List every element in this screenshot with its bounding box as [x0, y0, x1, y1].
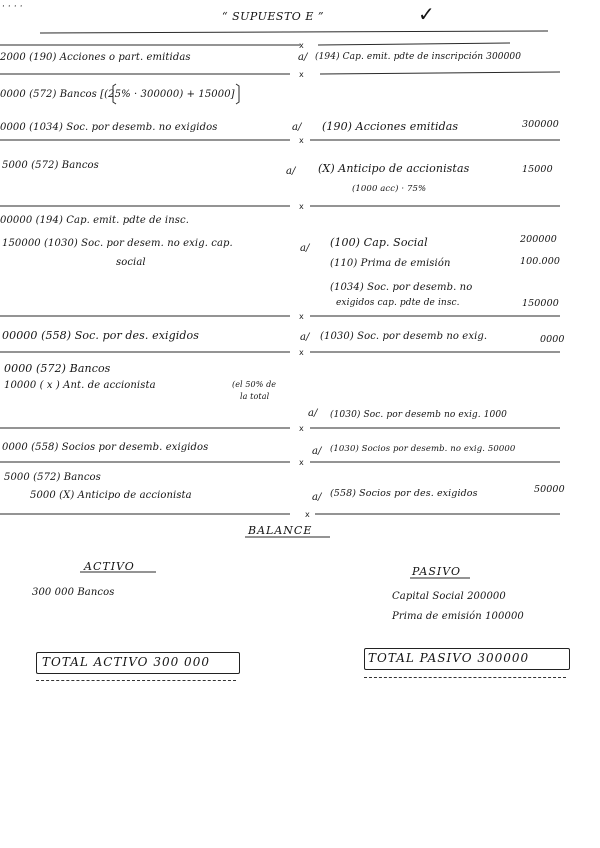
entry-9-debit-1: 5000 (572) Bancos: [4, 472, 101, 483]
entry-1-a: a/: [298, 52, 308, 63]
page-title: “ SUPUESTO E ”: [222, 10, 324, 23]
entry-9-amount: 50000: [534, 484, 565, 495]
entry-4-debit: 5000 (572) Bancos: [2, 160, 99, 171]
total-activo-underline: [36, 680, 236, 681]
entry-5-a: a/: [300, 243, 310, 254]
entry-4-amount: 15000: [522, 164, 553, 175]
entry-1-credit: (194) Cap. emit. pdte de inscripción 300000: [315, 52, 522, 62]
entry-6-credit: (1030) Soc. por desemb no exig.: [320, 331, 488, 342]
entry-5-debit-3: social: [116, 257, 146, 268]
svg-text:x: x: [299, 458, 304, 467]
entry-9-debit-2: 5000 (X) Anticipo de accionista: [30, 490, 192, 501]
activo-heading: ACTIVO: [84, 560, 135, 573]
svg-text:x: x: [305, 510, 310, 519]
entry-6-amount: 0000: [540, 334, 565, 345]
entry-3-debit: 0000 (1034) Soc. por desemb. no exigidos: [0, 122, 218, 133]
total-activo: TOTAL ACTIVO 300 000: [42, 655, 210, 669]
entry-9-credit: (558) Socios por des. exigidos: [330, 488, 478, 499]
entry-5-debit: 00000 (194) Cap. emit. pdte de insc.: [0, 215, 189, 226]
entry-4-note: (1000 acc) · 75%: [352, 184, 427, 194]
entry-6-debit: 00000 (558) Soc. por des. exigidos: [2, 329, 199, 342]
entry-9-a: a/: [312, 492, 322, 503]
entry-5-debit-2: 150000 (1030) Soc. por desem. no exig. cap.: [2, 238, 233, 249]
entry-3-amount: 300000: [522, 119, 559, 130]
entry-7-note-1: (el 50% de: [232, 380, 277, 389]
entry-5-credit-3: (1034) Soc. por desemb. no: [330, 282, 473, 293]
entry-7-debit-2: 10000 ( x ) Ant. de accionista: [4, 380, 156, 391]
activo-bancos: 300 000 Bancos: [32, 587, 115, 598]
svg-text:x: x: [299, 70, 304, 79]
entry-7-a: a/: [308, 408, 318, 419]
entry-5-amount-4: 150000: [522, 298, 559, 309]
entry-4-credit: (X) Anticipo de accionistas: [318, 162, 470, 175]
entry-3-credit: (190) Acciones emitidas: [322, 120, 459, 133]
entry-5-credit-1: (100) Cap. Social: [330, 236, 428, 249]
entry-5-amount-2: 100.000: [520, 256, 560, 267]
check-mark-icon: ✓: [418, 2, 435, 26]
entry-1-debit: 2000 (190) Acciones o part. emitidas: [0, 52, 191, 63]
balance-title: BALANCE: [248, 524, 313, 537]
pasivo-line-1: Capital Social 200000: [392, 591, 506, 602]
entry-3-a: a/: [292, 122, 302, 133]
total-pasivo-underline: [364, 677, 566, 678]
svg-text:x: x: [299, 202, 304, 211]
entry-5-amount-1: 200000: [520, 234, 557, 245]
header-dots: · · · ·: [2, 2, 23, 12]
entry-6-a: a/: [300, 332, 310, 343]
entry-7-debit-1: 0000 (572) Bancos: [4, 362, 111, 375]
entry-7-credit: (1030) Soc. por desemb no exig. 1000: [330, 410, 508, 420]
svg-text:x: x: [299, 136, 304, 145]
entry-5-credit-2: (110) Prima de emisión: [330, 258, 451, 269]
entry-4-a: a/: [286, 166, 296, 177]
pasivo-line-2: Prima de emisión 100000: [392, 611, 524, 622]
pasivo-heading: PASIVO: [412, 565, 461, 578]
entry-2-debit: 0000 (572) Bancos [(25% · 300000) + 15000]: [0, 89, 235, 100]
entry-8-credit: (1030) Socios por desemb. no exig. 50000: [330, 444, 516, 454]
svg-text:x: x: [299, 348, 304, 357]
entry-7-note-2: la total: [240, 392, 270, 401]
entry-5-credit-4: exigidos cap. pdte de insc.: [336, 298, 460, 308]
svg-text:x: x: [299, 41, 304, 50]
entry-8-a: a/: [312, 446, 322, 457]
total-pasivo: TOTAL PASIVO 300000: [368, 651, 530, 665]
svg-text:x: x: [299, 312, 304, 321]
entry-8-debit: 0000 (558) Socios por desemb. exigidos: [2, 442, 209, 453]
svg-text:x: x: [299, 424, 304, 433]
